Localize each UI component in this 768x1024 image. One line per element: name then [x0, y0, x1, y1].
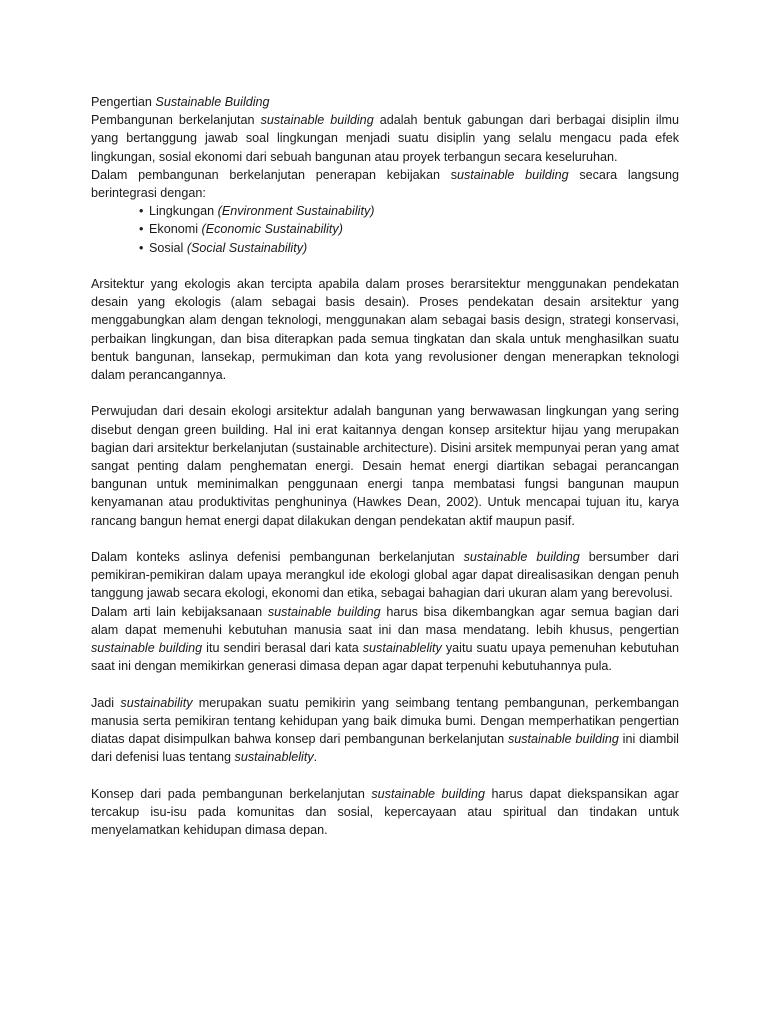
list-item-label: Sosial — [149, 240, 187, 255]
text-run: harus bisa dikembangkan agar semua bagian dari alam dapat memenuhi kebutuhan manusia saat ini dan masa mendatang. lebih khusus, pengertian — [91, 604, 679, 637]
italic-term: sustainable building — [371, 786, 485, 801]
title-term: Sustainable Building — [155, 95, 270, 109]
paragraph-spacer — [91, 384, 679, 402]
list-item-label: Ekonomi — [149, 222, 202, 237]
paragraph-spacer — [91, 257, 679, 275]
other-meaning-paragraph — [91, 603, 679, 676]
section-title — [91, 93, 679, 111]
text-run: ini diambil dari defenisi luas tentang — [91, 732, 679, 765]
italic-term: sustainable building — [91, 641, 203, 656]
text-run: merupakan suatu pemikirin yang seimbang tentang pembangunan, perkembangan manusia serta pemikiran tentang kehidupan yang baik dimuka bumi. Dengan memperhatikan pengertian diatas dapat disimpulkan bahwa konsep dari pembangunan berkelanjutan — [91, 695, 679, 747]
list-item-environment — [139, 202, 679, 220]
text-run: bersumber dari pemikiran-pemikiran dalam upaya merangkul ide ekologi global agar dapat direalisasikan dengan penuh tanggung jawab secara ekologi, ekonomi dan etika, sebagai bahagian dari ukuran alam yang berevolusi. — [91, 550, 679, 601]
list-item-social — [139, 239, 679, 257]
intro-paragraph — [91, 111, 679, 166]
italic-term: sustainable building — [507, 732, 619, 747]
text-run: itu sendiri berasal dari kata — [202, 641, 363, 656]
list-item-economic — [139, 220, 679, 238]
original-context-paragraph — [91, 548, 679, 603]
text-run: Arsitektur yang ekologis akan tercipta apabila dalam proses berarsitektur menggunakan pendekatan desain yang ekologis (alam sebagai basis desain). Proses pendekatan desain arsitektur yang menggabungkan alam dengan teknologi, menggunakan alam sebagai basis design, strategi konservasi, perbaikan lingkungan, dan bisa diterapkan pada semua tingkatan dan skala untuk menghasilkan suatu bentuk bangunan, lansekap, permukiman dan kota yang revolusioner dengan menerapkan teknologi dalam perancangannya. — [91, 277, 679, 383]
concept-paragraph — [91, 785, 679, 840]
policy-paragraph — [91, 166, 679, 202]
italic-term: sustainable building — [260, 113, 374, 128]
title-prefix: Pengertian — [91, 95, 156, 109]
paragraph-spacer — [91, 766, 679, 784]
text-run: adalah bentuk gabungan dari berbagai disiplin ilmu yang bertanggung jawab soal lingkungan menjadi suatu disiplin yang selalu mengacu pada efek lingkungan, sosial ekonomi dari sebuah bangunan atau proyek terbangun secara keseluruhan. — [91, 113, 679, 164]
italic-term: sustainable building — [463, 550, 580, 565]
text-run: Konsep dari pada pembangunan berkelanjutan — [91, 786, 372, 801]
list-item-detail: (Environment Sustainability) — [217, 204, 375, 219]
italic-term: ustainable building — [457, 167, 569, 182]
green-building-paragraph — [91, 402, 679, 529]
list-item-detail: (Social Sustainability) — [186, 240, 308, 255]
italic-term: sustainability — [120, 695, 193, 710]
italic-term: sustainablelity — [362, 641, 442, 656]
text-run: yaitu suatu upaya pemenuhan kebutuhan saat ini dengan memikirkan generasi dimasa depan agar dapat terpenuhi kebutuhannya pula. — [91, 641, 679, 674]
list-item-detail: (Economic Sustainability) — [201, 222, 343, 237]
italic-term: sustainablelity — [234, 750, 314, 765]
italic-term: sustainable building — [267, 604, 381, 619]
integration-list — [91, 202, 679, 257]
text-run: Perwujudan dari desain ekologi arsitektur adalah bangunan yang berwawasan lingkungan yang sering disebut dengan green building. Hal ini erat kaitannya dengan konsep arsitektur hijau yang merupakan bagian dari arsitektur berkelanjutan (sustainable architecture). Disini arsitek mempunyai peran yang amat sangat penting dalam penghematan energi. Desain hemat energi diartikan sebagai perancangan bangunan untuk meminimalkan penggunaan energi tanpa membatasi fungsi bangunan maupun kenyamanan atau produktivitas penghuninya (Hawkes Dean, 2002). Untuk mencapai tujuan itu, karya rancang bangun hemat energi dapat dilakukan dengan pendekatan aktif maupun pasif. — [91, 404, 679, 528]
text-run: . — [313, 750, 318, 765]
text-run: Jadi — [91, 695, 121, 710]
text-run: Dalam arti lain kebijaksanaan — [91, 604, 268, 619]
text-run: secara langsung berintegrasi dengan: — [91, 167, 679, 201]
text-run: Dalam pembangunan berkelanjutan penerapan kebijakan s — [91, 167, 457, 182]
paragraph-spacer — [91, 675, 679, 693]
bullet-marker: • — [139, 204, 144, 219]
bullet-marker: • — [139, 240, 144, 255]
document-body — [91, 93, 679, 839]
text-run: Dalam konteks aslinya defenisi pembangunan berkelanjutan — [91, 550, 464, 565]
list-item-label: Lingkungan — [149, 204, 218, 219]
text-run: Pembangunan berkelanjutan — [91, 113, 261, 128]
conclusion-paragraph — [91, 694, 679, 767]
ecological-architecture-paragraph — [91, 275, 679, 384]
paragraph-spacer — [91, 530, 679, 548]
bullet-marker: • — [139, 222, 144, 237]
text-run: harus dapat diekspansikan agar tercakup isu-isu pada komunitas dan sosial, kepercayaan atau spiritual dan tindakan untuk menyelamatkan kehidupan dimasa depan. — [91, 786, 679, 838]
